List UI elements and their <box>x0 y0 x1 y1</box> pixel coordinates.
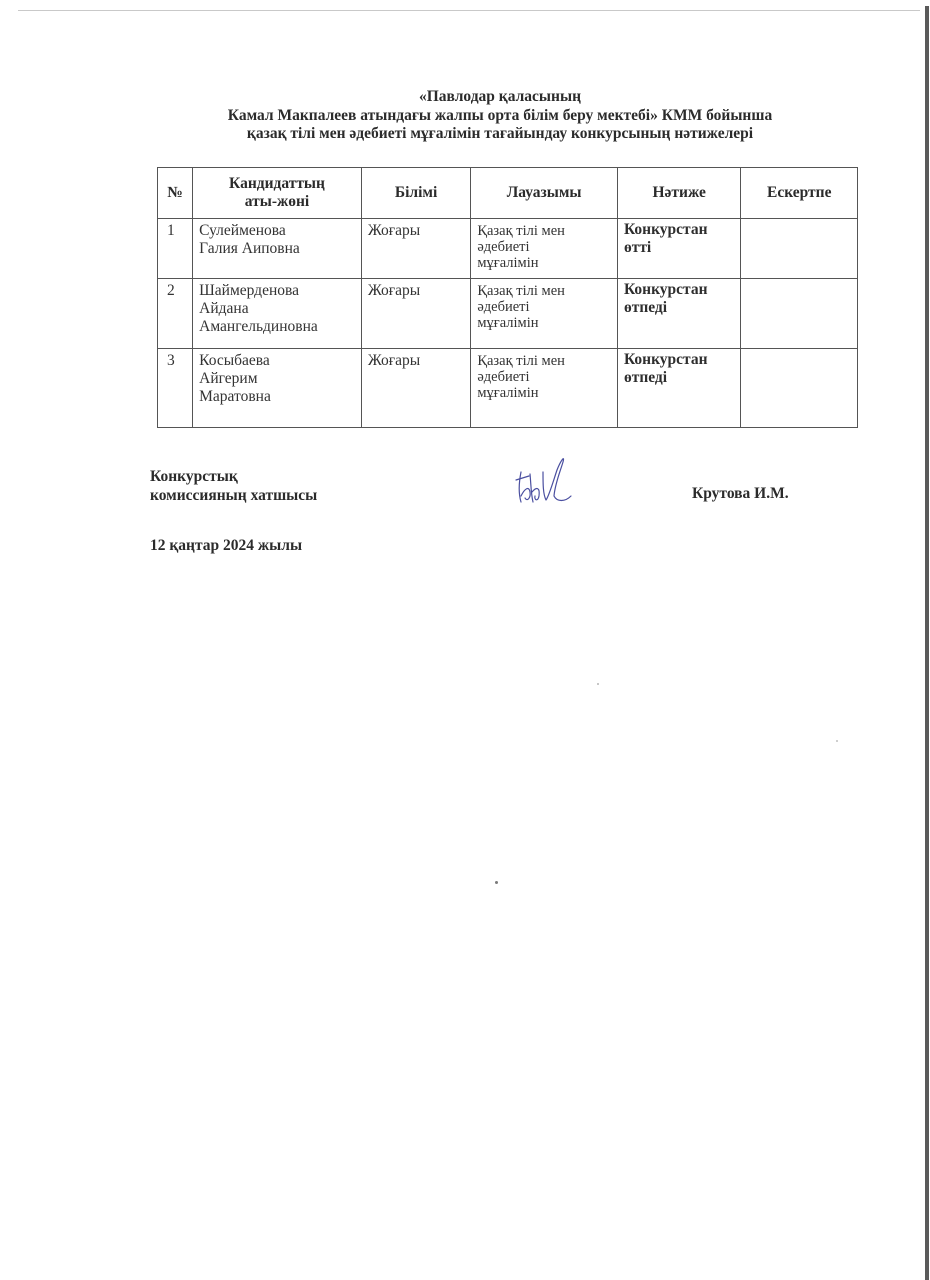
header-position: Лауазымы <box>471 168 618 219</box>
header-num: № <box>158 168 193 219</box>
signer-role <box>150 467 317 505</box>
title-line-2: Камал Макпалеев атындағы жалпы орта білім беру мектебі» КММ бойынша <box>227 106 773 124</box>
cell-education: Жоғары <box>361 219 470 279</box>
name-line: Амангельдиновна <box>199 318 318 335</box>
scan-speck <box>836 740 838 742</box>
table-header-row <box>158 168 858 219</box>
title-line-3: қазақ тілі мен әдебиеті мұғалімін тағайындау конкурсының нәтижелері <box>246 125 754 142</box>
header-result: Нәтиже <box>617 168 741 219</box>
cell-note <box>741 279 858 349</box>
cell-position <box>471 219 618 279</box>
result-line: Конкурстан <box>623 221 708 238</box>
cell-education: Жоғары <box>361 349 470 428</box>
cell-name <box>193 279 362 349</box>
signer-role-line-1: Конкурстық <box>150 468 238 485</box>
result-line: өтпеді <box>623 299 668 316</box>
cell-name <box>193 219 362 279</box>
signer-name: Крутова И.М. <box>692 485 789 502</box>
name-line: Шаймерденова <box>199 282 299 299</box>
position-line: әдебиеті <box>477 299 530 315</box>
scan-edge-top <box>18 10 920 11</box>
cell-education: Жоғары <box>361 279 470 349</box>
scan-speck <box>597 683 599 685</box>
scan-edge-right <box>925 6 929 1280</box>
document-date: 12 қаңтар 2024 жылы <box>150 537 303 554</box>
cell-position <box>471 279 618 349</box>
cell-result <box>617 219 741 279</box>
result-line: Конкурстан <box>623 351 708 368</box>
cell-position <box>471 349 618 428</box>
name-line: Маратовна <box>199 388 271 405</box>
signer-role-line-2: комиссияның хатшысы <box>150 487 318 504</box>
position-line: мұғалімін <box>477 385 539 401</box>
position-line: Қазақ тілі мен <box>477 283 565 299</box>
header-name-line-1: Кандидаттың <box>229 175 325 192</box>
title-line-1: «Павлодар қаласының <box>418 88 582 105</box>
document-title <box>150 88 850 144</box>
table-row <box>158 219 858 279</box>
cell-num: 3 <box>158 349 193 428</box>
name-line: Айдана <box>199 300 249 317</box>
cell-num: 2 <box>158 279 193 349</box>
header-name-line-2: аты-жөні <box>244 193 310 210</box>
position-line: мұғалімін <box>477 315 539 331</box>
table-row <box>158 349 858 428</box>
result-line: өтпеді <box>623 369 668 386</box>
name-line: Сулейменова <box>199 222 286 239</box>
table-row <box>158 279 858 349</box>
name-line: Галия Аиповна <box>199 240 300 257</box>
header-name <box>193 168 362 219</box>
cell-name <box>193 349 362 428</box>
result-line: Конкурстан <box>623 281 708 298</box>
cell-note <box>741 349 858 428</box>
cell-num: 1 <box>158 219 193 279</box>
position-line: мұғалімін <box>477 255 539 271</box>
cell-result <box>617 349 741 428</box>
header-education: Білімі <box>361 168 470 219</box>
cell-note <box>741 219 858 279</box>
cell-result <box>617 279 741 349</box>
position-line: әдебиеті <box>477 239 530 255</box>
result-line: өтті <box>623 239 652 256</box>
handwritten-signature <box>513 452 575 508</box>
name-line: Айгерим <box>199 370 258 387</box>
header-note: Ескертпе <box>741 168 858 219</box>
position-line: әдебиеті <box>477 369 530 385</box>
results-table <box>157 167 858 428</box>
name-line: Косыбаева <box>199 352 270 369</box>
position-line: Қазақ тілі мен <box>477 223 565 239</box>
scan-speck <box>495 881 498 884</box>
position-line: Қазақ тілі мен <box>477 353 565 369</box>
